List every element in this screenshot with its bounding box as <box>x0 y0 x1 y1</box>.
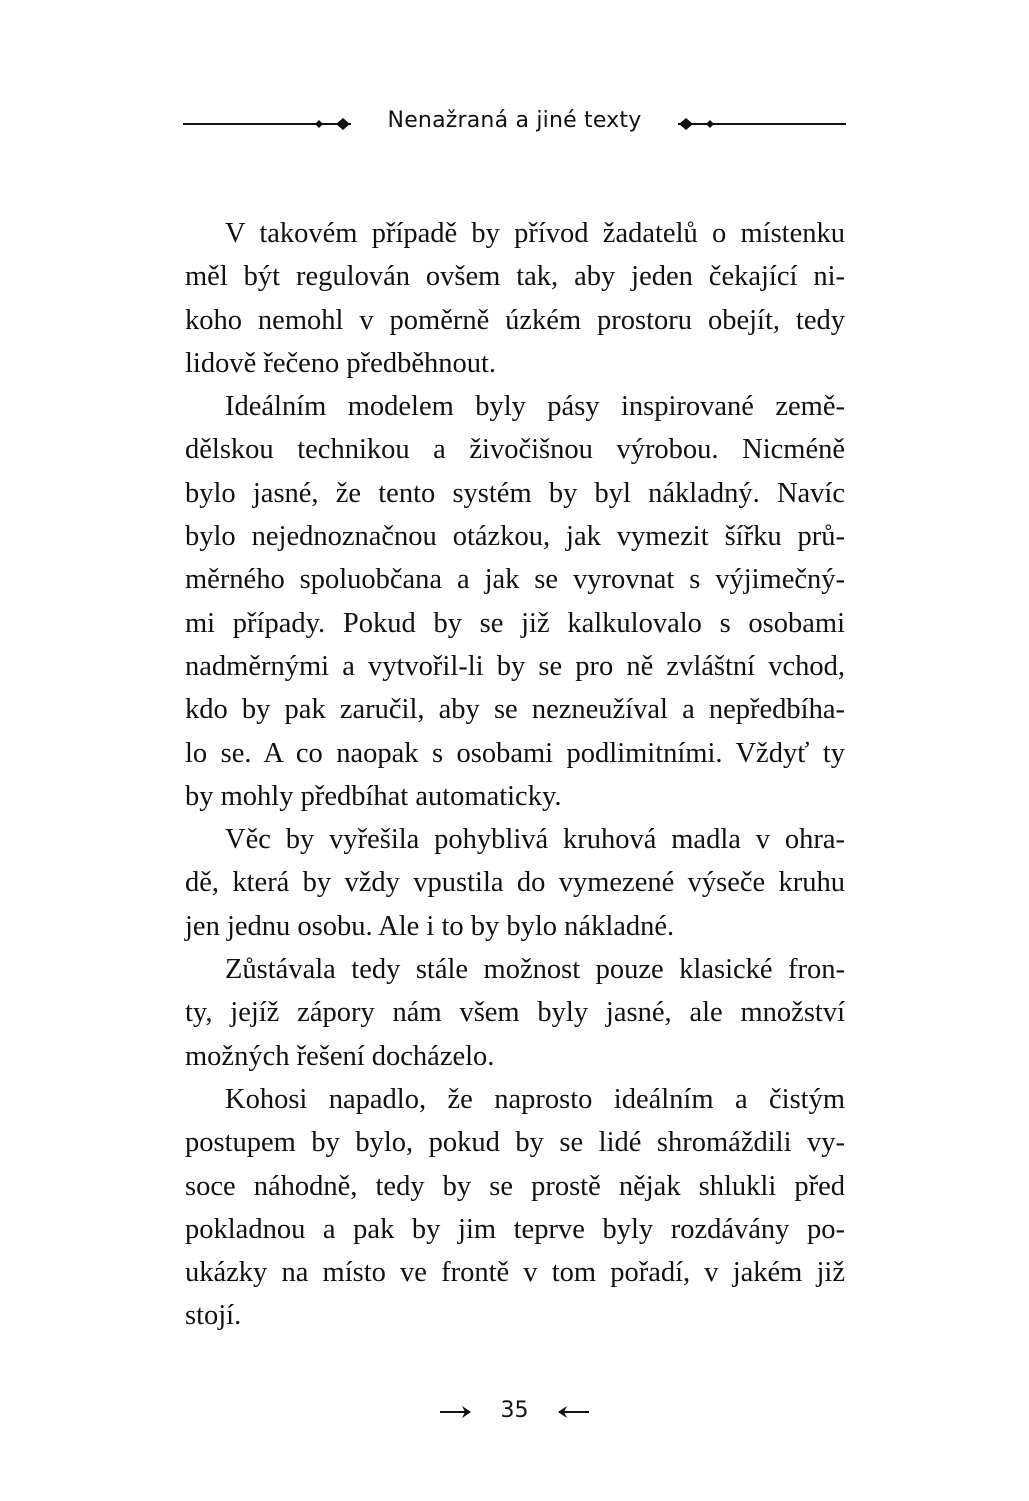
header-rule-right <box>711 123 846 125</box>
text-line: lo se. A co naopak s osobami podlimitními. Vždyť ty <box>185 737 845 769</box>
paragraph <box>185 818 845 948</box>
text-line: stojí. <box>185 1300 242 1332</box>
page-body-text <box>185 212 845 1338</box>
page-footer <box>0 1396 1029 1432</box>
text-line: bylo jasné, že tento systém by byl nákladný. Navíc <box>185 477 845 509</box>
text-line: ty, jejíž zápory nám všem byly jasné, ale množství <box>185 997 845 1029</box>
text-line: kdo by pak zaručil, aby se nezneužíval a nepředbíha- <box>185 694 845 726</box>
text-line: ukázky na místo ve frontě v tom pořadí, v jakém již <box>185 1257 845 1289</box>
text-line: V takovém případě by přívod žadatelů o místenku <box>225 218 845 249</box>
text-line: dělskou technikou a živočišnou výrobou. Nicméně <box>185 434 845 466</box>
text-line: mi případy. Pokud by se již kalkulovalo s osobami <box>185 607 845 639</box>
text-line: možných řešení docházelo. <box>185 1040 495 1072</box>
text-line: měrného spoluobčana a jak se vyrovnat s výjimečný- <box>185 564 845 596</box>
running-header <box>183 104 846 144</box>
text-line: dě, která by vždy vpustila do vymezené výseče kruhu <box>185 867 845 899</box>
header-title: Nenažraná a jiné texty <box>387 108 642 133</box>
paragraph <box>185 948 845 1078</box>
text-line: Věc by vyřešila pohyblivá kruhová madla v ohra- <box>225 824 845 856</box>
paragraph <box>185 212 845 385</box>
text-line: Zůstávala tedy stále možnost pouze klasické fron- <box>225 954 845 986</box>
arrow-ornament-right-icon <box>555 1404 589 1420</box>
paragraph <box>185 385 845 818</box>
text-line: soce náhodně, tedy by se prostě nějak shlukli před <box>185 1170 845 1202</box>
text-line: pokladnou a pak by jim teprve byly rozdávány po- <box>185 1213 845 1245</box>
text-line: Kohosi napadlo, že naprosto ideálním a čistým <box>225 1083 845 1115</box>
page-number: 35 <box>500 1398 529 1423</box>
text-line: bylo nejednoznačnou otázkou, jak vymezit šířku prů- <box>185 521 845 553</box>
text-line: postupem by bylo, pokud by se lidé shromáždili vy- <box>185 1127 845 1159</box>
text-line: by mohly předbíhat automaticky. <box>185 780 562 812</box>
text-line: měl být regulován ovšem tak, aby jeden čekající ni- <box>185 261 845 293</box>
paragraph <box>185 1078 845 1338</box>
text-line: nadměrnými a vytvořil-li by se pro ně zvláštní vchod, <box>185 650 845 682</box>
text-line: jen jednu osobu. Ale i to by bylo nákladné. <box>185 910 675 942</box>
text-line: lidově řečeno předběhnout. <box>185 347 497 379</box>
text-line: koho nemohl v poměrně úzkém prostoru obejít, tedy <box>185 304 845 336</box>
text-line: Ideálním modelem byly pásy inspirované země- <box>225 391 845 423</box>
